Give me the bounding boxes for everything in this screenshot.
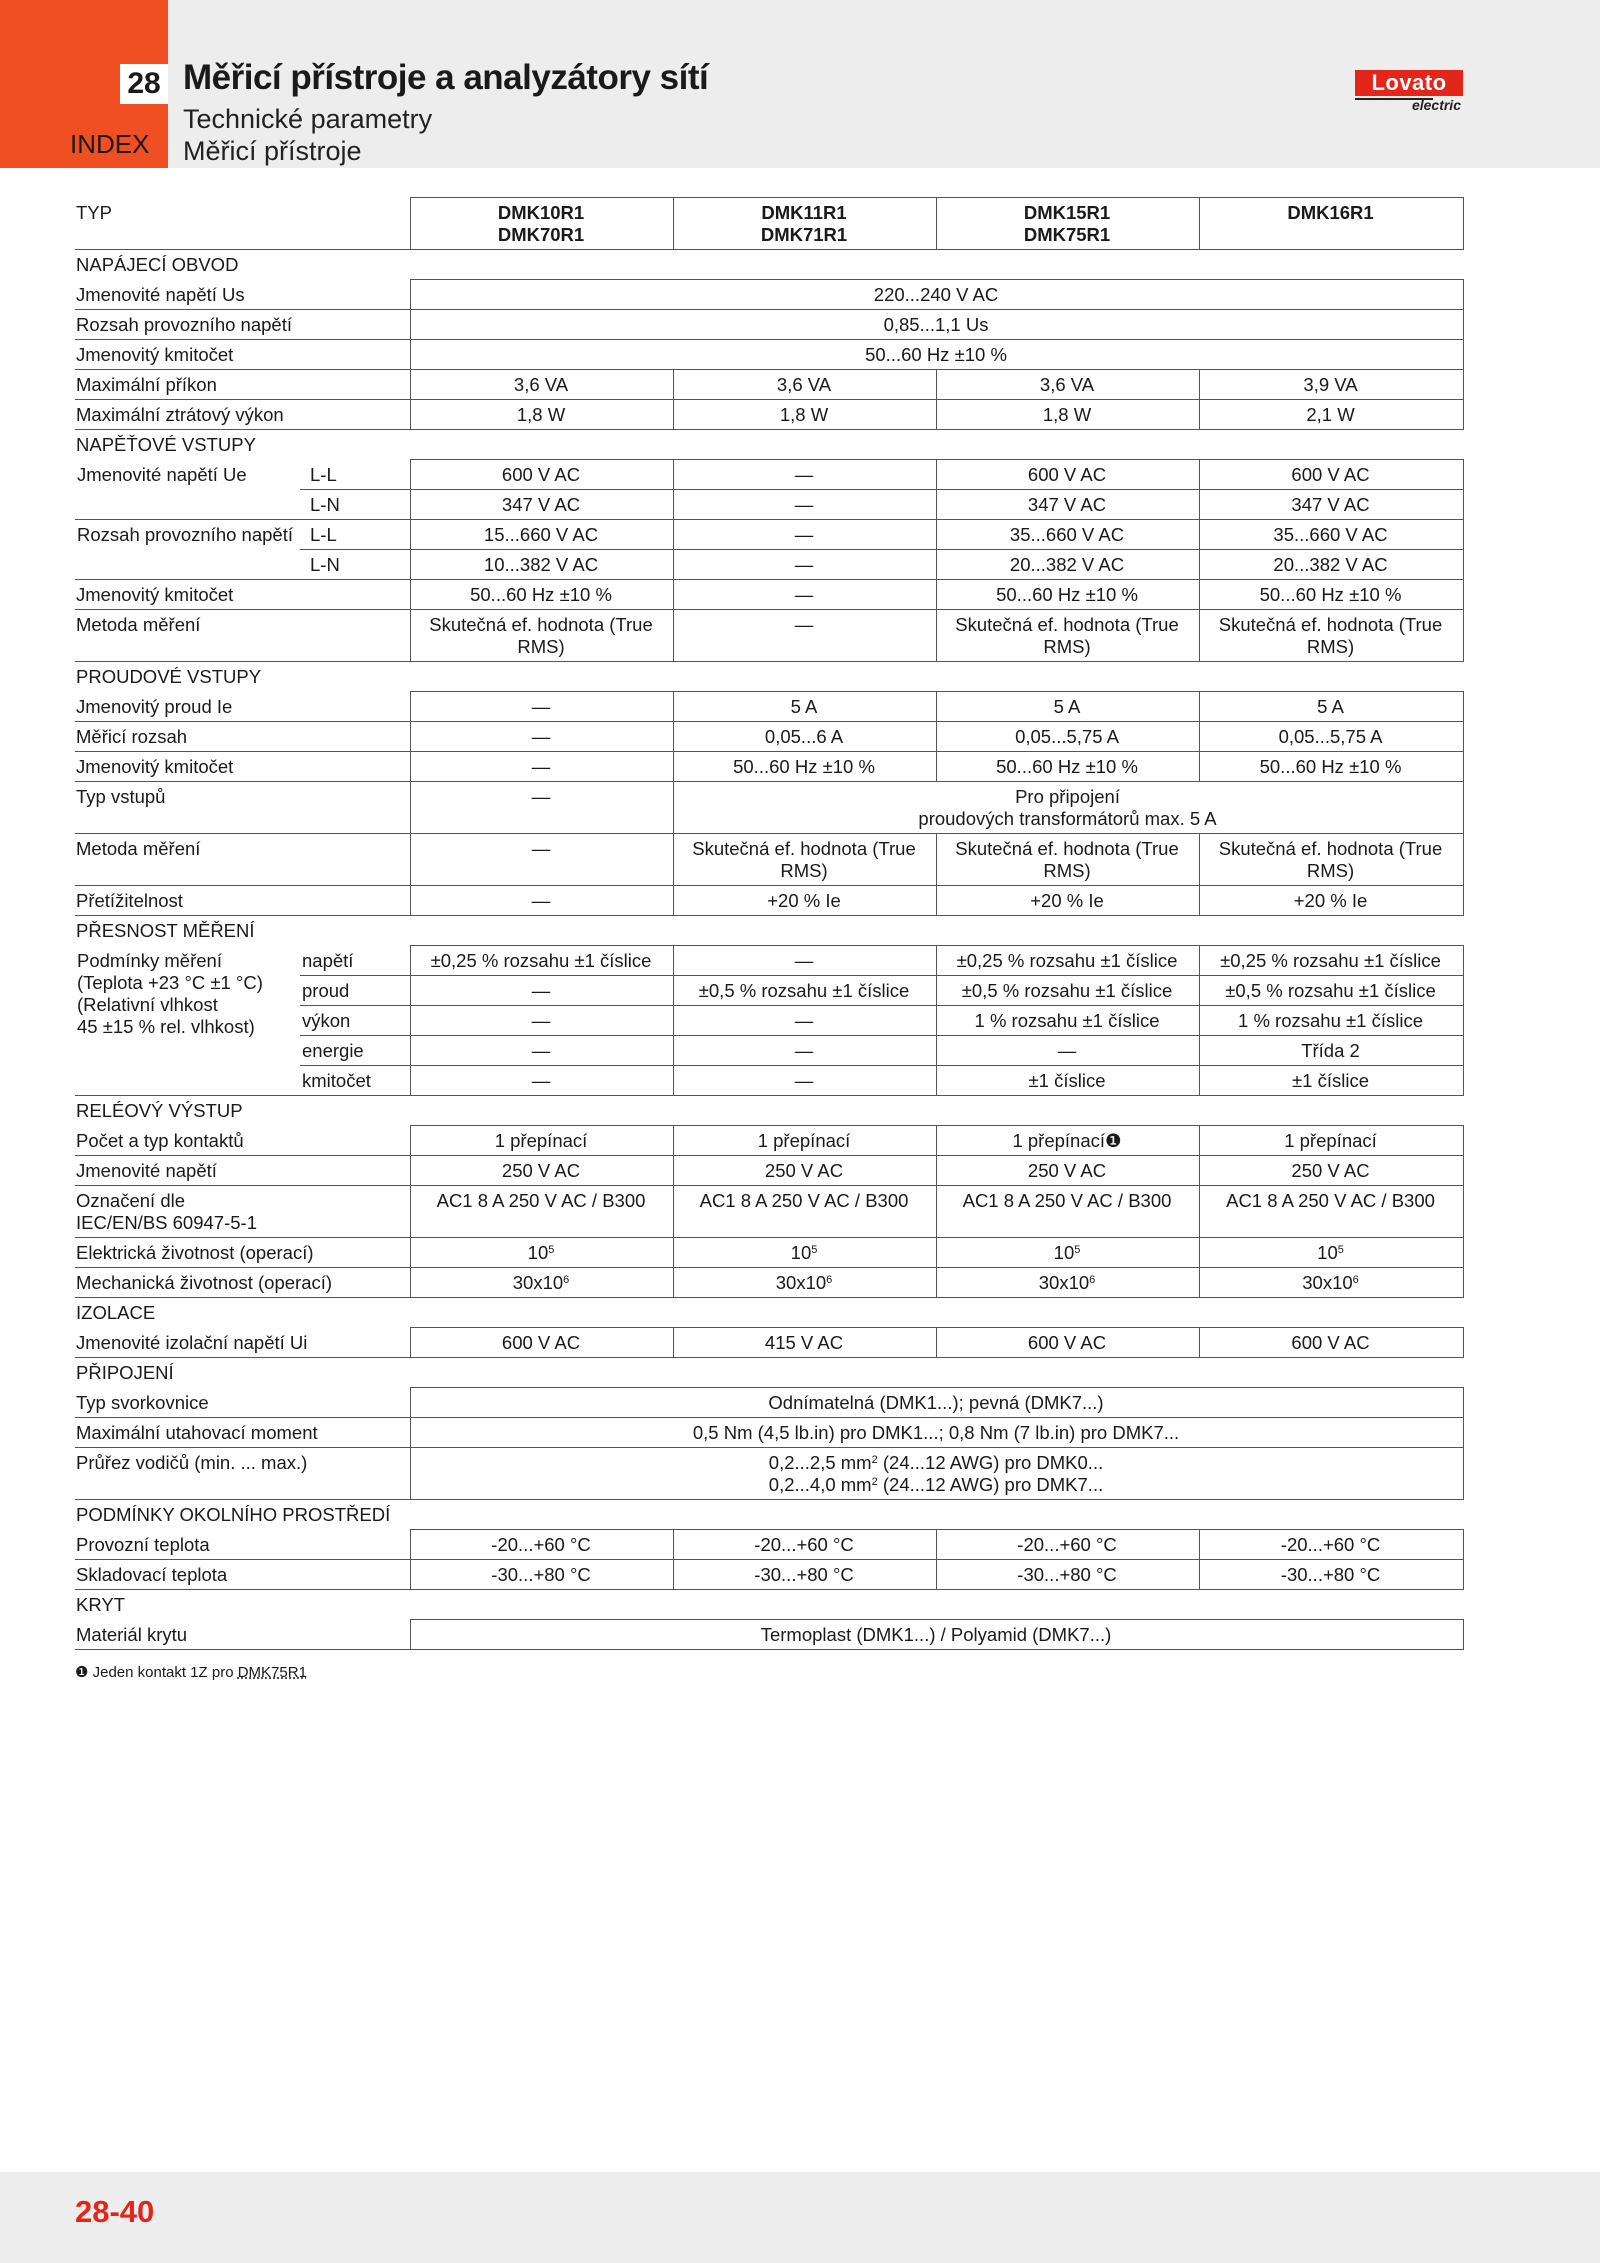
power-base: 10: [527, 1242, 549, 1263]
value-cell: +20 % Ie: [936, 886, 1199, 916]
footnote-text: Jeden kontakt 1Z pro: [88, 1664, 238, 1681]
row-label: Metoda měření: [75, 834, 410, 886]
value-cell: 1 přepínací❶: [936, 1126, 1199, 1156]
value-cell: [673, 1238, 936, 1268]
value-cell: 250 V AC: [936, 1156, 1199, 1186]
table-row: [75, 1530, 1463, 1560]
merged-value: 220...240 V AC: [410, 280, 1463, 310]
table-row: [75, 782, 1463, 834]
value-cell: 415 V AC: [673, 1328, 936, 1358]
group-line: (Teplota +23 °C ±1 °C): [77, 971, 263, 993]
table-row: [75, 1268, 1463, 1298]
brand-logo: [1355, 70, 1463, 114]
merged-value: [410, 1448, 1463, 1500]
value-cell: 20...382 V AC: [936, 550, 1199, 580]
model-name: DMK15R1: [1023, 202, 1111, 223]
row-label: Elektrická životnost (operací): [75, 1238, 410, 1268]
row-label: Mechanická životnost (operací): [75, 1268, 410, 1298]
value-cell: 600 V AC: [410, 1328, 673, 1358]
table-row: [75, 340, 1463, 370]
value-cell: 3,6 VA: [936, 370, 1199, 400]
typ-label: TYP: [75, 198, 410, 250]
row-sublabel: L-N: [300, 550, 410, 580]
value-cell: —: [410, 1066, 673, 1096]
value-cell: 600 V AC: [1199, 1328, 1463, 1358]
value-cell: 50...60 Hz ±10 %: [410, 580, 673, 610]
value-cell: ±0,5 % rozsahu ±1 číslice: [936, 976, 1199, 1006]
row-sublabel: napětí: [300, 946, 410, 976]
table-row: [75, 1388, 1463, 1418]
section-row: [75, 1590, 1463, 1620]
value-cell: 1,8 W: [936, 400, 1199, 430]
value-cell: ±0,5 % rozsahu ±1 číslice: [1199, 976, 1463, 1006]
merged-value: Termoplast (DMK1...) / Polyamid (DMK7...): [410, 1620, 1463, 1650]
row-label: Jmenovitý kmitočet: [75, 580, 410, 610]
value-cell: 1 přepínací: [673, 1126, 936, 1156]
power-exp: 5: [548, 1244, 555, 1256]
row-label: Maximální utahovací moment: [75, 1418, 410, 1448]
value-cell: ±0,5 % rozsahu ±1 číslice: [673, 976, 936, 1006]
value-cell: Třída 2: [1199, 1036, 1463, 1066]
value-cell: 1,8 W: [673, 400, 936, 430]
value-cell: Skutečná ef. hodnota (True RMS): [410, 610, 673, 662]
value-cell: —: [410, 692, 673, 722]
table-row: [75, 1126, 1463, 1156]
value-cell: 600 V AC: [1199, 460, 1463, 490]
table-row: [75, 1418, 1463, 1448]
section-title: KRYT: [76, 1594, 126, 1615]
index-link[interactable]: INDEX: [70, 129, 150, 159]
row-label: Rozsah provozního napětí: [77, 524, 293, 545]
value-cell: [673, 1268, 936, 1298]
merged-value: 0,85...1,1 Us: [410, 310, 1463, 340]
row-label: Rozsah provozního napětí: [75, 310, 410, 340]
row-label: Metoda měření: [75, 610, 410, 662]
row-sublabel: L-L: [300, 460, 410, 490]
model-name: DMK16R1: [1287, 202, 1374, 223]
value-cell: AC1 8 A 250 V AC / B300: [410, 1186, 673, 1238]
value-cell: -30...+80 °C: [673, 1560, 936, 1590]
section-title: NAPÁJECÍ OBVOD: [76, 254, 239, 275]
row-label: Maximální ztrátový výkon: [75, 400, 410, 430]
value-cell: —: [673, 610, 936, 662]
value-cell: Skutečná ef. hodnota (True RMS): [936, 610, 1199, 662]
page-code: 28-40: [75, 2194, 155, 2229]
group-line: Podmínky měření: [77, 949, 222, 971]
row-sublabel: výkon: [300, 1006, 410, 1036]
merged-value: 50...60 Hz ±10 %: [410, 340, 1463, 370]
row-label: Typ svorkovnice: [75, 1388, 410, 1418]
merged-value: Odnímatelná (DMK1...); pevná (DMK7...): [410, 1388, 1463, 1418]
table-row: [75, 310, 1463, 340]
power-base: 10: [1317, 1242, 1338, 1263]
table-row: [75, 1560, 1463, 1590]
table-row: [75, 1186, 1463, 1238]
power-exp: 5: [811, 1244, 818, 1256]
value-cell: ±1 číslice: [936, 1066, 1199, 1096]
table-row: [75, 370, 1463, 400]
row-label: Typ vstupů: [75, 782, 410, 834]
value-cell: 600 V AC: [410, 460, 673, 490]
value-cell: —: [410, 976, 673, 1006]
logo-wordmark: Lovato: [1355, 70, 1463, 96]
row-label-line: IEC/EN/BS 60947-5-1: [76, 1212, 257, 1233]
value-cell: Skutečná ef. hodnota (True RMS): [1199, 610, 1463, 662]
value-cell: —: [673, 1006, 936, 1036]
value-cell: —: [410, 1006, 673, 1036]
power-base: 30x10: [775, 1272, 827, 1293]
table-row: [75, 722, 1463, 752]
page-subtitle: Technické parametry: [183, 104, 433, 134]
value-cell: -20...+60 °C: [410, 1530, 673, 1560]
value-cell: 5 A: [1199, 692, 1463, 722]
value-cell: AC1 8 A 250 V AC / B300: [1199, 1186, 1463, 1238]
value-cell: Skutečná ef. hodnota (True RMS): [1199, 834, 1463, 886]
row-sublabel: proud: [300, 976, 410, 1006]
table-row: [75, 886, 1463, 916]
model-cell: [673, 198, 936, 250]
merged-line: 0,2...2,5 $mm^2$ (24...12 AWG) pro DMK0...: [768, 1452, 1104, 1473]
row-label: Jmenovité napětí: [75, 1156, 410, 1186]
section-title: PŘESNOST MĚŘENÍ: [76, 920, 255, 941]
value-cell: —: [410, 886, 673, 916]
table-row: [75, 610, 1463, 662]
value-cell: —: [410, 722, 673, 752]
section-row: [75, 1096, 1463, 1126]
value-cell: [410, 1268, 673, 1298]
value-cell: AC1 8 A 250 V AC / B300: [673, 1186, 936, 1238]
value-cell: 5 A: [936, 692, 1199, 722]
power-exp: 5: [1074, 1244, 1081, 1256]
table-row: [75, 752, 1463, 782]
value-cell: 15...660 V AC: [410, 520, 673, 550]
footer-band: [0, 2172, 1600, 2263]
value-cell: ±1 číslice: [1199, 1066, 1463, 1096]
footnote-product-link[interactable]: DMK75R1: [237, 1664, 307, 1681]
row-label: Provozní teplota: [75, 1530, 410, 1560]
merged-line: Pro připojení: [1015, 786, 1120, 807]
value-cell: [936, 1268, 1199, 1298]
page-subtitle-2: Měřicí přístroje: [183, 136, 362, 166]
value-cell: 0,05...5,75 A: [936, 722, 1199, 752]
merged-value: 0,5 Nm (4,5 lb.in) pro DMK1...; 0,8 Nm (7 lb.in) pro DMK7...: [410, 1418, 1463, 1448]
table-row: [75, 1328, 1463, 1358]
model-cell: [1199, 198, 1463, 250]
value-cell: 3,6 VA: [673, 370, 936, 400]
table-row: [75, 580, 1463, 610]
value-cell: [410, 1238, 673, 1268]
value-cell: -20...+60 °C: [936, 1530, 1199, 1560]
model-cell: [936, 198, 1199, 250]
merged-line: proudových transformátorů max. 5 A: [918, 808, 1217, 829]
value-cell: 347 V AC: [936, 490, 1199, 520]
section-title: RELÉOVÝ VÝSTUP: [76, 1100, 243, 1121]
value-cell: —: [410, 834, 673, 886]
table-row: [75, 1448, 1463, 1500]
table-row: [75, 400, 1463, 430]
model-cell: [410, 198, 673, 250]
value-cell: 10...382 V AC: [410, 550, 673, 580]
value-cell: +20 % Ie: [673, 886, 936, 916]
value-cell: Skutečná ef. hodnota (True RMS): [673, 834, 936, 886]
section-row: [75, 250, 1463, 280]
header-row: [75, 198, 1463, 250]
value-cell: -30...+80 °C: [1199, 1560, 1463, 1590]
row-sublabel: L-N: [300, 490, 410, 520]
model-name: DMK10R1: [497, 202, 585, 223]
value-cell: —: [673, 580, 936, 610]
table-row: [75, 1620, 1463, 1650]
value-cell: 35...660 V AC: [1199, 520, 1463, 550]
value-cell: [1199, 1238, 1463, 1268]
value-cell: 50...60 Hz ±10 %: [1199, 752, 1463, 782]
value-cell: 0,05...5,75 A: [1199, 722, 1463, 752]
value-cell: ±0,25 % rozsahu ±1 číslice: [1199, 946, 1463, 976]
model-name: DMK11R1: [761, 202, 847, 223]
value-cell: 20...382 V AC: [1199, 550, 1463, 580]
value-cell: AC1 8 A 250 V AC / B300: [936, 1186, 1199, 1238]
table-row: [75, 1156, 1463, 1186]
row-label: Počet a typ kontaktů: [75, 1126, 410, 1156]
footnote: [75, 1663, 307, 1683]
table-row: [75, 520, 1463, 550]
row-label-line: Označení dle: [76, 1190, 186, 1211]
row-sublabel: energie: [300, 1036, 410, 1066]
row-label: Jmenovité napětí Ue: [77, 463, 247, 485]
value-cell: —: [673, 490, 936, 520]
section-title: NAPĚŤOVÉ VSTUPY: [76, 434, 256, 455]
value-cell: ±0,25 % rozsahu ±1 číslice: [936, 946, 1199, 976]
section-title: PŘIPOJENÍ: [76, 1362, 174, 1383]
value-cell: -30...+80 °C: [410, 1560, 673, 1590]
power-base: 30x10: [1302, 1272, 1353, 1293]
value-cell: 250 V AC: [410, 1156, 673, 1186]
table-row: [75, 280, 1463, 310]
section-title: PROUDOVÉ VSTUPY: [76, 666, 262, 687]
value-cell: -30...+80 °C: [936, 1560, 1199, 1590]
value-cell: Skutečná ef. hodnota (True RMS): [936, 834, 1199, 886]
value-cell: 50...60 Hz ±10 %: [673, 752, 936, 782]
power-exp: 6: [563, 1274, 570, 1286]
model-name: DMK75R1: [1023, 224, 1111, 245]
value-cell: 600 V AC: [936, 1328, 1199, 1358]
row-label: Měřicí rozsah: [75, 722, 410, 752]
group-line: 45 ±15 % rel. vlhkost): [77, 1015, 255, 1037]
value-cell: 0,05...6 A: [673, 722, 936, 752]
row-label: Materiál krytu: [75, 1620, 410, 1650]
row-sublabel: L-L: [300, 520, 410, 550]
section-row: [75, 430, 1463, 460]
table-row: [75, 550, 1463, 580]
value-cell: [936, 1238, 1199, 1268]
row-label: Maximální příkon: [75, 370, 410, 400]
value-cell: 250 V AC: [673, 1156, 936, 1186]
row-label: Jmenovitý kmitočet: [75, 752, 410, 782]
value-cell: -20...+60 °C: [1199, 1530, 1463, 1560]
value-cell: 50...60 Hz ±10 %: [936, 580, 1199, 610]
page-title: Měřicí přístroje a analyzátory sítí: [183, 58, 709, 97]
value-cell: 35...660 V AC: [936, 520, 1199, 550]
value-cell: —: [673, 1036, 936, 1066]
value-cell: 1 % rozsahu ±1 číslice: [936, 1006, 1199, 1036]
value-cell: —: [410, 752, 673, 782]
power-exp: 6: [826, 1274, 833, 1286]
model-name: DMK71R1: [760, 224, 848, 245]
value-cell: 3,9 VA: [1199, 370, 1463, 400]
spec-table: [75, 197, 1464, 1650]
value-cell: [1199, 1268, 1463, 1298]
value-cell: +20 % Ie: [1199, 886, 1463, 916]
value-cell: —: [673, 946, 936, 976]
power-exp: 6: [1352, 1274, 1359, 1286]
row-label: Průřez vodičů (min. ... max.): [75, 1448, 410, 1500]
power-base: 10: [790, 1242, 812, 1263]
value-cell: 50...60 Hz ±10 %: [1199, 580, 1463, 610]
power-base: 10: [1053, 1242, 1075, 1263]
value-cell: —: [936, 1036, 1199, 1066]
logo-subline: electric: [1411, 97, 1461, 113]
value-cell: 250 V AC: [1199, 1156, 1463, 1186]
value-cell: —: [673, 550, 936, 580]
model-name: DMK70R1: [497, 224, 585, 245]
merged-value: [673, 782, 1463, 834]
power-exp: 6: [1089, 1274, 1096, 1286]
row-label: Přetížitelnost: [75, 886, 410, 916]
merged-line: 0,2...4,0 $mm^2$ (24...12 AWG) pro DMK7...: [768, 1474, 1104, 1495]
value-cell: 2,1 W: [1199, 400, 1463, 430]
value-cell: 5 A: [673, 692, 936, 722]
table-row: [75, 834, 1463, 886]
row-label: Jmenovitý proud Ie: [75, 692, 410, 722]
row-label: [75, 1186, 410, 1238]
value-cell: -20...+60 °C: [673, 1530, 936, 1560]
table-row: [75, 692, 1463, 722]
value-cell: 1 % rozsahu ±1 číslice: [1199, 1006, 1463, 1036]
table-row: [75, 946, 1463, 976]
value-cell: 3,6 VA: [410, 370, 673, 400]
power-base: 30x10: [512, 1272, 564, 1293]
row-label: Jmenovitý kmitočet: [75, 340, 410, 370]
value-cell: 600 V AC: [936, 460, 1199, 490]
value-cell: 1 přepínací: [410, 1126, 673, 1156]
value-cell: —: [673, 520, 936, 550]
table-row: [75, 1238, 1463, 1268]
section-row: [75, 1500, 1463, 1530]
value-cell: 347 V AC: [410, 490, 673, 520]
footnote-marker: ❶: [75, 1664, 89, 1681]
group-label: [75, 946, 300, 1096]
chapter-number: 28: [120, 64, 168, 104]
table-row: [75, 490, 1463, 520]
table-row: [75, 460, 1463, 490]
value-cell: 347 V AC: [1199, 490, 1463, 520]
value-cell: 50...60 Hz ±10 %: [936, 752, 1199, 782]
section-row: [75, 662, 1463, 692]
section-row: [75, 1298, 1463, 1328]
value-cell: ±0,25 % rozsahu ±1 číslice: [410, 946, 673, 976]
value-cell: 1 přepínací: [1199, 1126, 1463, 1156]
power-base: 30x10: [1038, 1272, 1090, 1293]
value-cell: —: [410, 1036, 673, 1066]
value-cell: —: [673, 1066, 936, 1096]
power-exp: 5: [1337, 1244, 1344, 1256]
section-title: IZOLACE: [76, 1302, 156, 1323]
section-row: [75, 1358, 1463, 1388]
row-label: Skladovací teplota: [75, 1560, 410, 1590]
section-row: [75, 916, 1463, 946]
row-label: Jmenovité napětí Us: [75, 280, 410, 310]
section-title: PODMÍNKY OKOLNÍHO PROSTŘEDÍ: [76, 1504, 391, 1525]
group-line: (Relativní vlhkost: [77, 993, 218, 1015]
value-cell: —: [673, 460, 936, 490]
value-cell: 1,8 W: [410, 400, 673, 430]
row-label: Jmenovité izolační napětí Ui: [75, 1328, 410, 1358]
value-cell: —: [410, 782, 673, 834]
row-sublabel: kmitočet: [300, 1066, 410, 1096]
